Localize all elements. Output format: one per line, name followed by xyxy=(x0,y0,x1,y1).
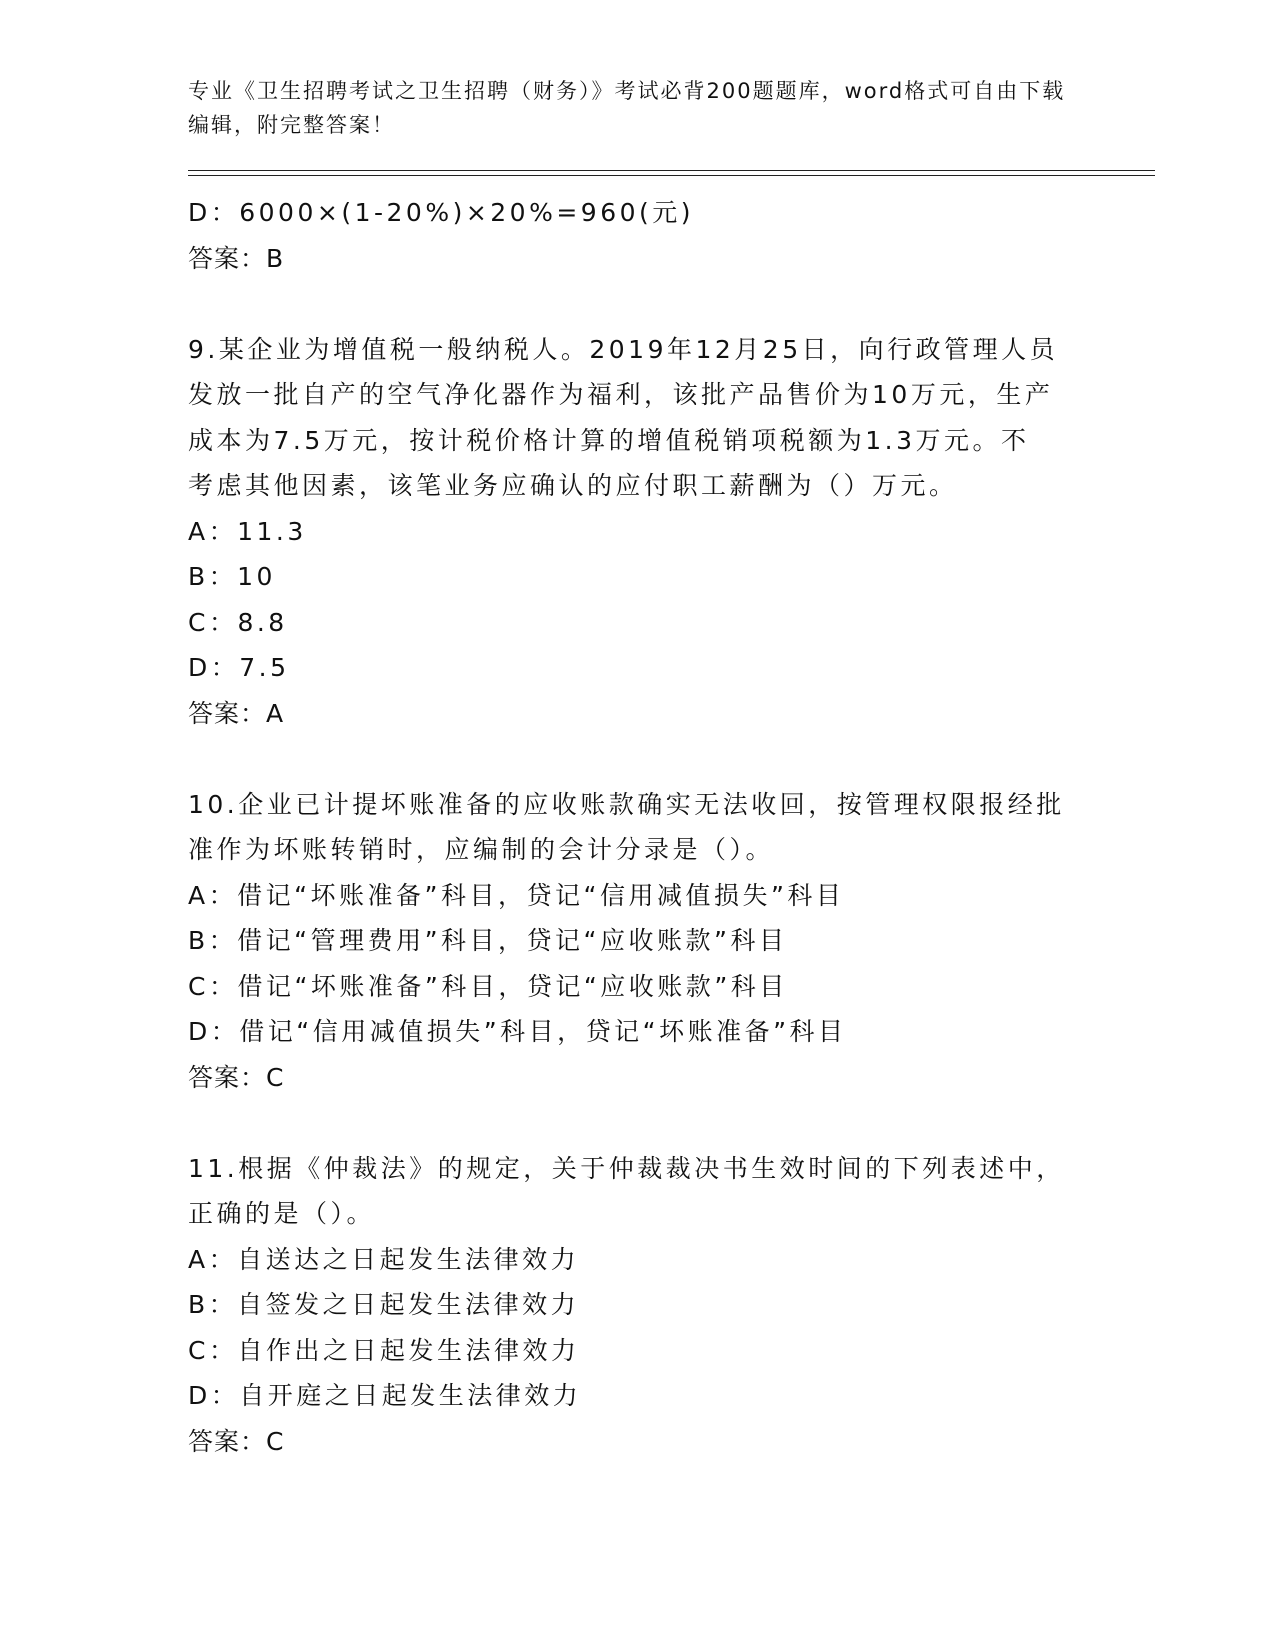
question-item xyxy=(188,782,1088,1101)
question-stem-line: 考虑其他因素，该笔业务应确认的应付职工薪酬为（）万元。 xyxy=(188,471,958,500)
question-stem-line: 发放一批自产的空气净化器作为福利，该批产品售价为10万元，生产 xyxy=(188,380,1054,409)
question-stem-line: 10.企业已计提坏账准备的应收账款确实无法收回，按管理权限报经批 xyxy=(188,789,1065,819)
spacer xyxy=(188,1100,1088,1146)
question-stem-line: 9.某企业为增值税一般纳税人。2019年12月25日，向行政管理人员 xyxy=(188,334,1059,364)
option-a: A：11.3 xyxy=(188,516,307,546)
option-b: B：自签发之日起发生法律效力 xyxy=(188,1290,580,1319)
question-stem-line: 11.根据《仲裁法》的规定，关于仲裁裁决书生效时间的下列表述中， xyxy=(188,1153,1065,1183)
option-c: C：8.8 xyxy=(188,607,288,637)
question-stem-line: 正确的是（）。 xyxy=(188,1199,376,1228)
option-a: A：自送达之日起发生法律效力 xyxy=(188,1244,580,1274)
option-d: D：借记“信用减值损失”科目，贷记“坏账准备”科目 xyxy=(188,1017,847,1046)
answer-line: 答案：A xyxy=(188,698,285,728)
option-b: B：借记“管理费用”科目，贷记“应收账款”科目 xyxy=(188,926,788,955)
header-title: 专业《卫生招聘考试之卫生招聘（财务）》考试必背200题题库，word格式可自由下载编辑，附完整答案！ xyxy=(188,79,1066,137)
question-stem-line: 准作为坏账转销时，应编制的会计分录是（）。 xyxy=(188,835,775,864)
question-stem-line: 成本为7.5万元，按计税价格计算的增值税销项税额为1.3万元。不 xyxy=(188,425,1030,455)
answer-line: 答案：C xyxy=(188,1062,285,1092)
spacer xyxy=(188,736,1088,782)
option-c: C：借记“坏账准备”科目，贷记“应收账款”科目 xyxy=(188,971,788,1001)
option-d: D：6000×(1-20%)×20%=960(元) xyxy=(188,198,695,227)
spacer xyxy=(188,281,1088,327)
question-list xyxy=(188,190,1088,1464)
option-a: A：借记“坏账准备”科目，贷记“信用减值损失”科目 xyxy=(188,880,845,910)
answer-line: 答案：B xyxy=(188,243,285,273)
document-header xyxy=(188,74,1088,142)
option-c: C：自作出之日起发生法律效力 xyxy=(188,1335,580,1365)
header-rule-top xyxy=(188,170,1155,171)
answer-line: 答案：C xyxy=(188,1426,285,1456)
header-rule-bottom xyxy=(188,175,1155,176)
option-d: D：7.5 xyxy=(188,653,290,682)
option-b: B：10 xyxy=(188,562,276,591)
question-item xyxy=(188,327,1088,737)
option-d: D：自开庭之日起发生法律效力 xyxy=(188,1381,582,1410)
question-item xyxy=(188,1146,1088,1465)
